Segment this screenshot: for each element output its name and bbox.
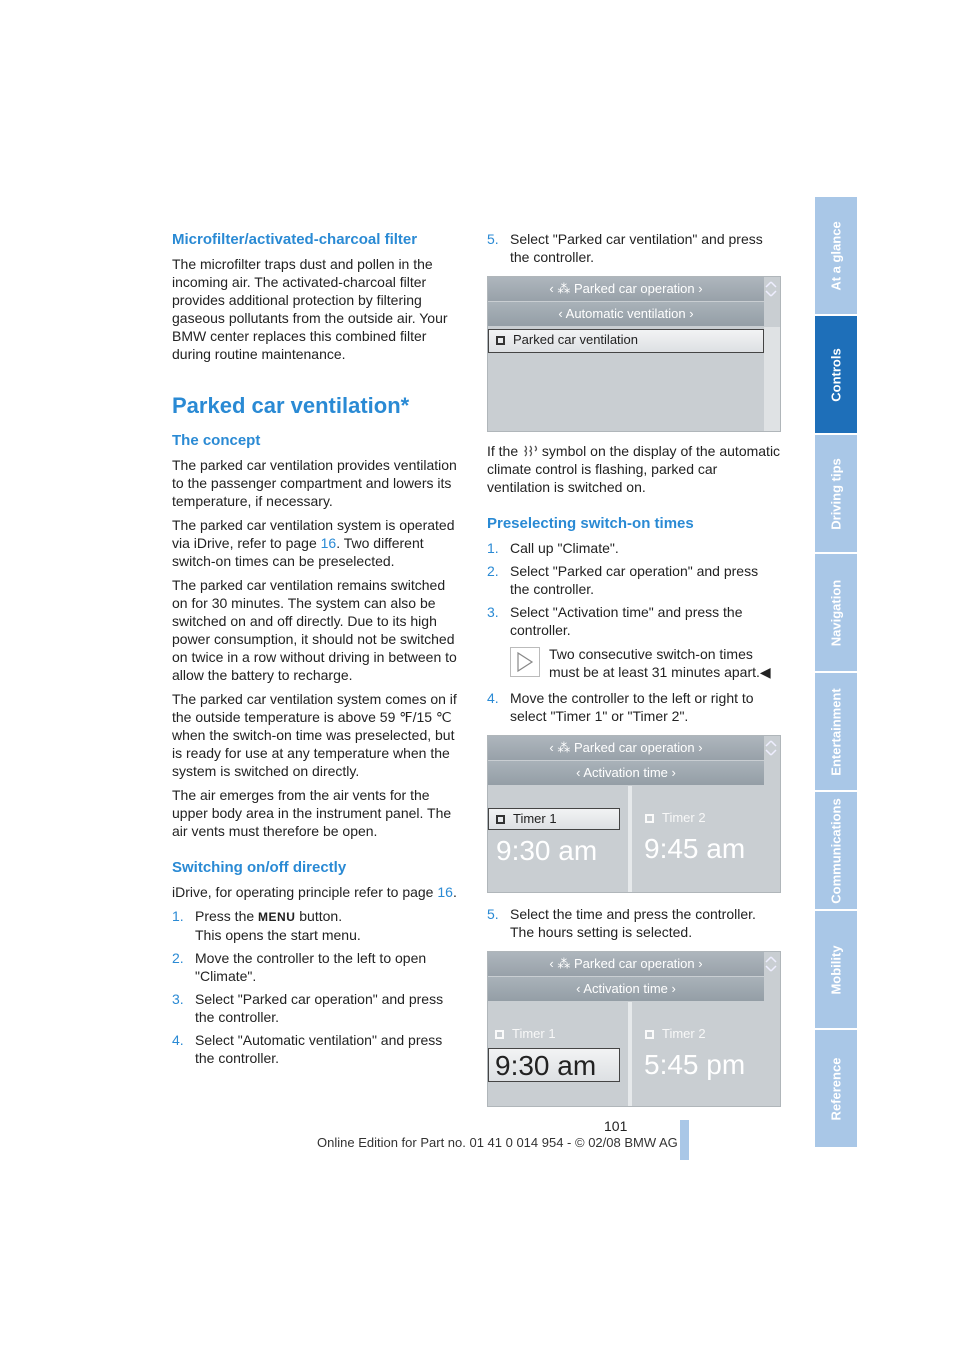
idrive-screen-hours [487,951,781,1107]
page-number: 101 [604,1118,628,1134]
step-item: 5. Select "Parked car ventilation" and press the controller. [487,231,763,265]
controller-icon [764,956,778,972]
controller-icon [764,281,778,297]
note-box: Two consecutive switch-on times must be at least 31 minutes apart.◀ [510,645,781,681]
concept-paragraph: The air emerges from the air vents for the upper body area in the instrument panel. The air vents must therefore be open. [172,787,452,839]
submenu-bar: ‹ Automatic ventilation › [488,302,764,326]
ventilation-symbol-icon [522,444,538,458]
controller-icon [764,740,778,756]
concept-paragraph: The parked car ventilation system comes on if the outside temperature is above 59 ℉/15 ℃ when the switch-on time was preselected, but is ready for use at any temperature when the system is switched on directly. [172,691,457,779]
menu-bar: ‹ ⁂ Parked car operation › [488,952,764,976]
switching-heading: Switching on/off directly [172,859,347,876]
tab-controls[interactable]: Controls [815,316,857,435]
idrive-screen-ventilation [487,276,781,432]
right-column [487,230,781,1107]
switching-steps [172,907,464,1067]
tab-mobility[interactable]: Mobility [815,911,857,1030]
concept-heading: The concept [172,432,261,449]
concept-paragraph: The parked car ventilation provides ventilation to the passenger compartment and lowers its temperature, if necessary. [172,457,457,509]
step-item: 2. Move the controller to the left to open "Climate". [172,950,427,984]
concept-paragraph: The parked car ventilation remains switched on for 30 minutes. The system can also be switched on and off directly. Due to its high power consumption, it should not be switched on twice in a row without driving in between to allow the battery to recharge. [172,577,457,683]
page-footer [0,1118,960,1168]
preselect-steps [487,539,781,639]
note-triangle-icon [510,647,540,677]
step-item: 1. Call up "Climate". [487,540,619,556]
timer1-time: 9:30 am [496,835,598,866]
timer1-item[interactable]: Timer 1 [488,1024,556,1044]
tab-navigation[interactable]: Navigation [815,554,857,673]
step-item: 4. Select "Automatic ventilation" and press the controller. [172,1032,443,1066]
timer1-time-selected[interactable]: 9:30 am [488,1048,620,1082]
step-item: 3. Select "Activation time" and press the controller. [487,604,743,638]
timer1-item[interactable]: Timer 1 [488,808,620,830]
menu-bar: ‹ ⁂ Parked car operation › [488,277,764,301]
idrive-screen-timers [487,735,781,893]
left-column [172,230,464,1073]
step-item: 2. Select "Parked car operation" and press the controller. [487,563,759,597]
timer2-item[interactable]: Timer 2 [638,1024,706,1044]
preselect-heading: Preselecting switch-on times [487,515,694,532]
flash-paragraph: If the symbol on the display of the automatic climate control is flashing, parked car ventilation is switched on. [487,443,781,495]
edition-line: Online Edition for Part no. 01 41 0 014 954 - © 02/08 BMW AG [317,1135,678,1150]
step-item: 1. Press the MENU button. This opens the start menu. [172,908,361,943]
submenu-bar: ‹ Activation time › [488,761,764,785]
menu-item-selected[interactable]: Parked car ventilation [488,329,764,353]
timer2-time: 5:45 pm [644,1049,746,1080]
tab-driving-tips[interactable]: Driving tips [815,435,857,554]
tab-at-a-glance[interactable]: At a glance [815,197,857,316]
submenu-bar: ‹ Activation time › [488,977,764,1001]
page-link[interactable]: 16 [320,535,337,551]
tab-communications[interactable]: Communications [815,792,857,911]
page-link[interactable]: 16 [437,884,453,900]
section-title: Parked car ventilation* [172,393,410,418]
tab-reference[interactable]: Reference [815,1030,857,1149]
switching-intro: iDrive, for operating principle refer to page 16. [172,884,457,900]
chapter-tabs [815,197,857,1149]
tab-entertainment[interactable]: Entertainment [815,673,857,792]
menu-bar: ‹ ⁂ Parked car operation › [488,736,764,760]
footer-bar [680,1120,689,1160]
concept-paragraph: The parked car ventilation system is operated via iDrive, refer to page 16. Two different switch-on times can be preselected. [172,517,455,569]
menu-button-label: MENU [258,910,296,924]
microfilter-heading: Microfilter/activated-charcoal filter [172,231,418,248]
timer2-item[interactable]: Timer 2 [638,808,706,828]
microfilter-text: The microfilter traps dust and pollen in the incoming air. The activated-charcoal filter provides additional protection by filtering gaseous pollutants from the outside air. Your BMW center replaces this combined filter during routine maintenance. [172,256,448,362]
step-item: 4. Move the controller to the left or right to select "Timer 1" or "Timer 2". [487,690,754,724]
step-item: 3. Select "Parked car operation" and press the controller. [172,991,444,1025]
step-item: 5. Select the time and press the controller. The hours setting is selected. [487,906,756,940]
timer2-time: 9:45 am [644,833,746,864]
